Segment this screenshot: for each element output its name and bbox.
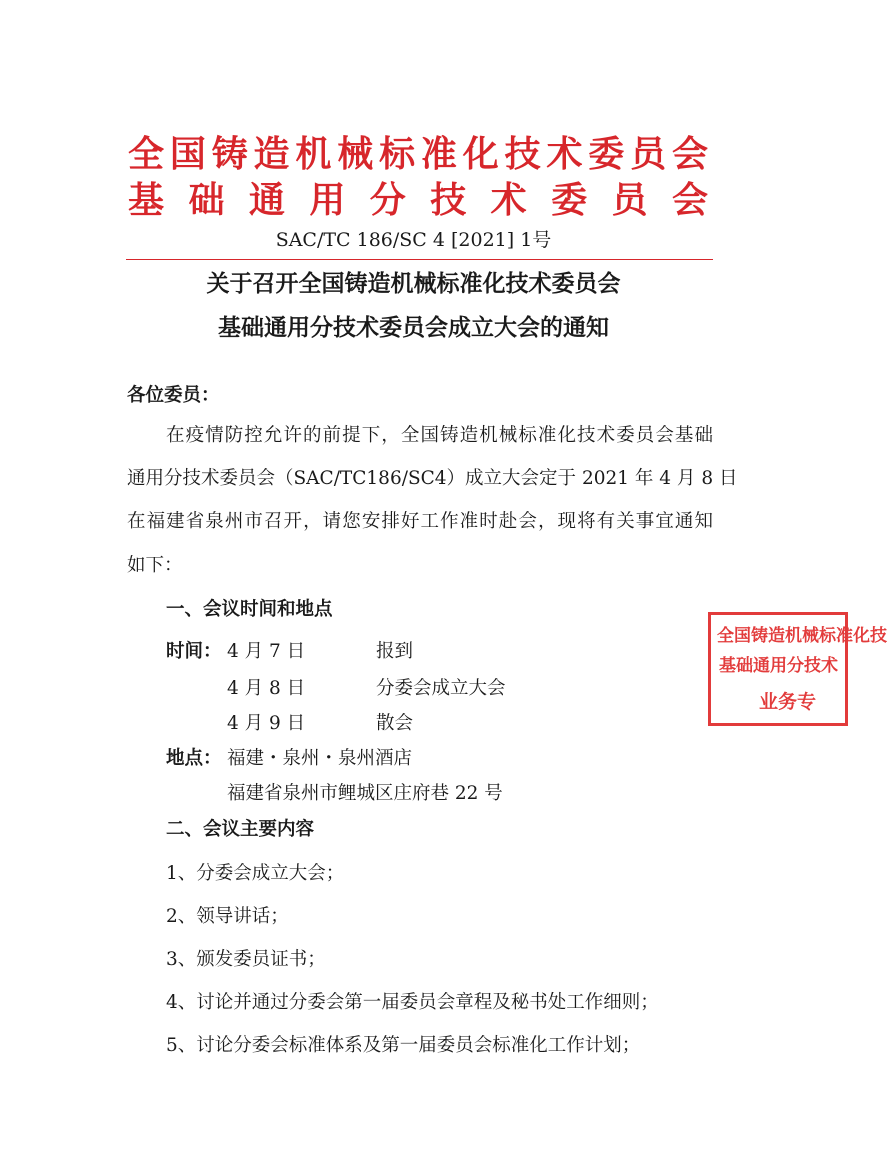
section1-heading: 一、会议时间和地点 [166, 599, 333, 620]
schedule-date-1: 4 月 7 日 [227, 641, 306, 662]
document-number: SAC/TC 186/SC 4 [2021] 1号 [275, 229, 552, 251]
notice-title-line1: 关于召开全国铸造机械标准化技术委员会 [206, 270, 621, 297]
notice-title-line2: 基础通用分技术委员会成立大会的通知 [218, 314, 609, 341]
official-seal-stamp [708, 612, 887, 726]
place-address: 福建省泉州市鲤城区庄府巷 22 号 [227, 783, 503, 804]
list-item: 3、颁发委员证书； [166, 949, 326, 970]
schedule-event-3: 散会 [376, 713, 414, 734]
section2-heading: 二、会议主要内容 [166, 819, 315, 840]
paragraph-line-2: 通用分技术委员会（SAC/TC186/SC4）成立大会定于 2021 年 4 月 8 日 [127, 468, 738, 489]
paragraph-line-3: 在福建省泉州市召开，请您安排好工作准时赴会，现将有关事宜通知 [127, 511, 713, 532]
list-item: 2、领导讲话； [166, 906, 289, 927]
place-label: 地点： [166, 748, 222, 769]
place-name: 福建・泉州・泉州酒店 [227, 748, 413, 769]
stamp-line2: 基础通用分技术 [719, 656, 838, 676]
org-name-line1: 全国铸造机械标准化技术委员会 [128, 133, 708, 175]
time-label: 时间： [166, 641, 222, 662]
schedule-date-2: 4 月 8 日 [227, 678, 306, 699]
org-name-line2: 基础通用分技术委员会 [128, 179, 708, 221]
list-item: 5、讨论分委会标准体系及第一届委员会标准化工作计划； [166, 1035, 641, 1056]
stamp-line3: 业务专 [759, 691, 817, 713]
schedule-date-3: 4 月 9 日 [227, 713, 306, 734]
paragraph-line-4: 如下： [127, 555, 183, 576]
list-item: 4、讨论并通过分委会第一届委员会章程及秘书处工作细则； [166, 992, 659, 1013]
salutation: 各位委员： [127, 385, 220, 406]
paragraph-line-1: 在疫情防控允许的前提下，全国铸造机械标准化技术委员会基础 [166, 425, 713, 446]
stamp-line1: 全国铸造机械标准化技 [717, 626, 887, 646]
schedule-event-2: 分委会成立大会 [376, 678, 506, 699]
schedule-event-1: 报到 [376, 641, 414, 662]
list-item: 1、分委会成立大会； [166, 863, 345, 884]
header-divider [126, 259, 713, 260]
